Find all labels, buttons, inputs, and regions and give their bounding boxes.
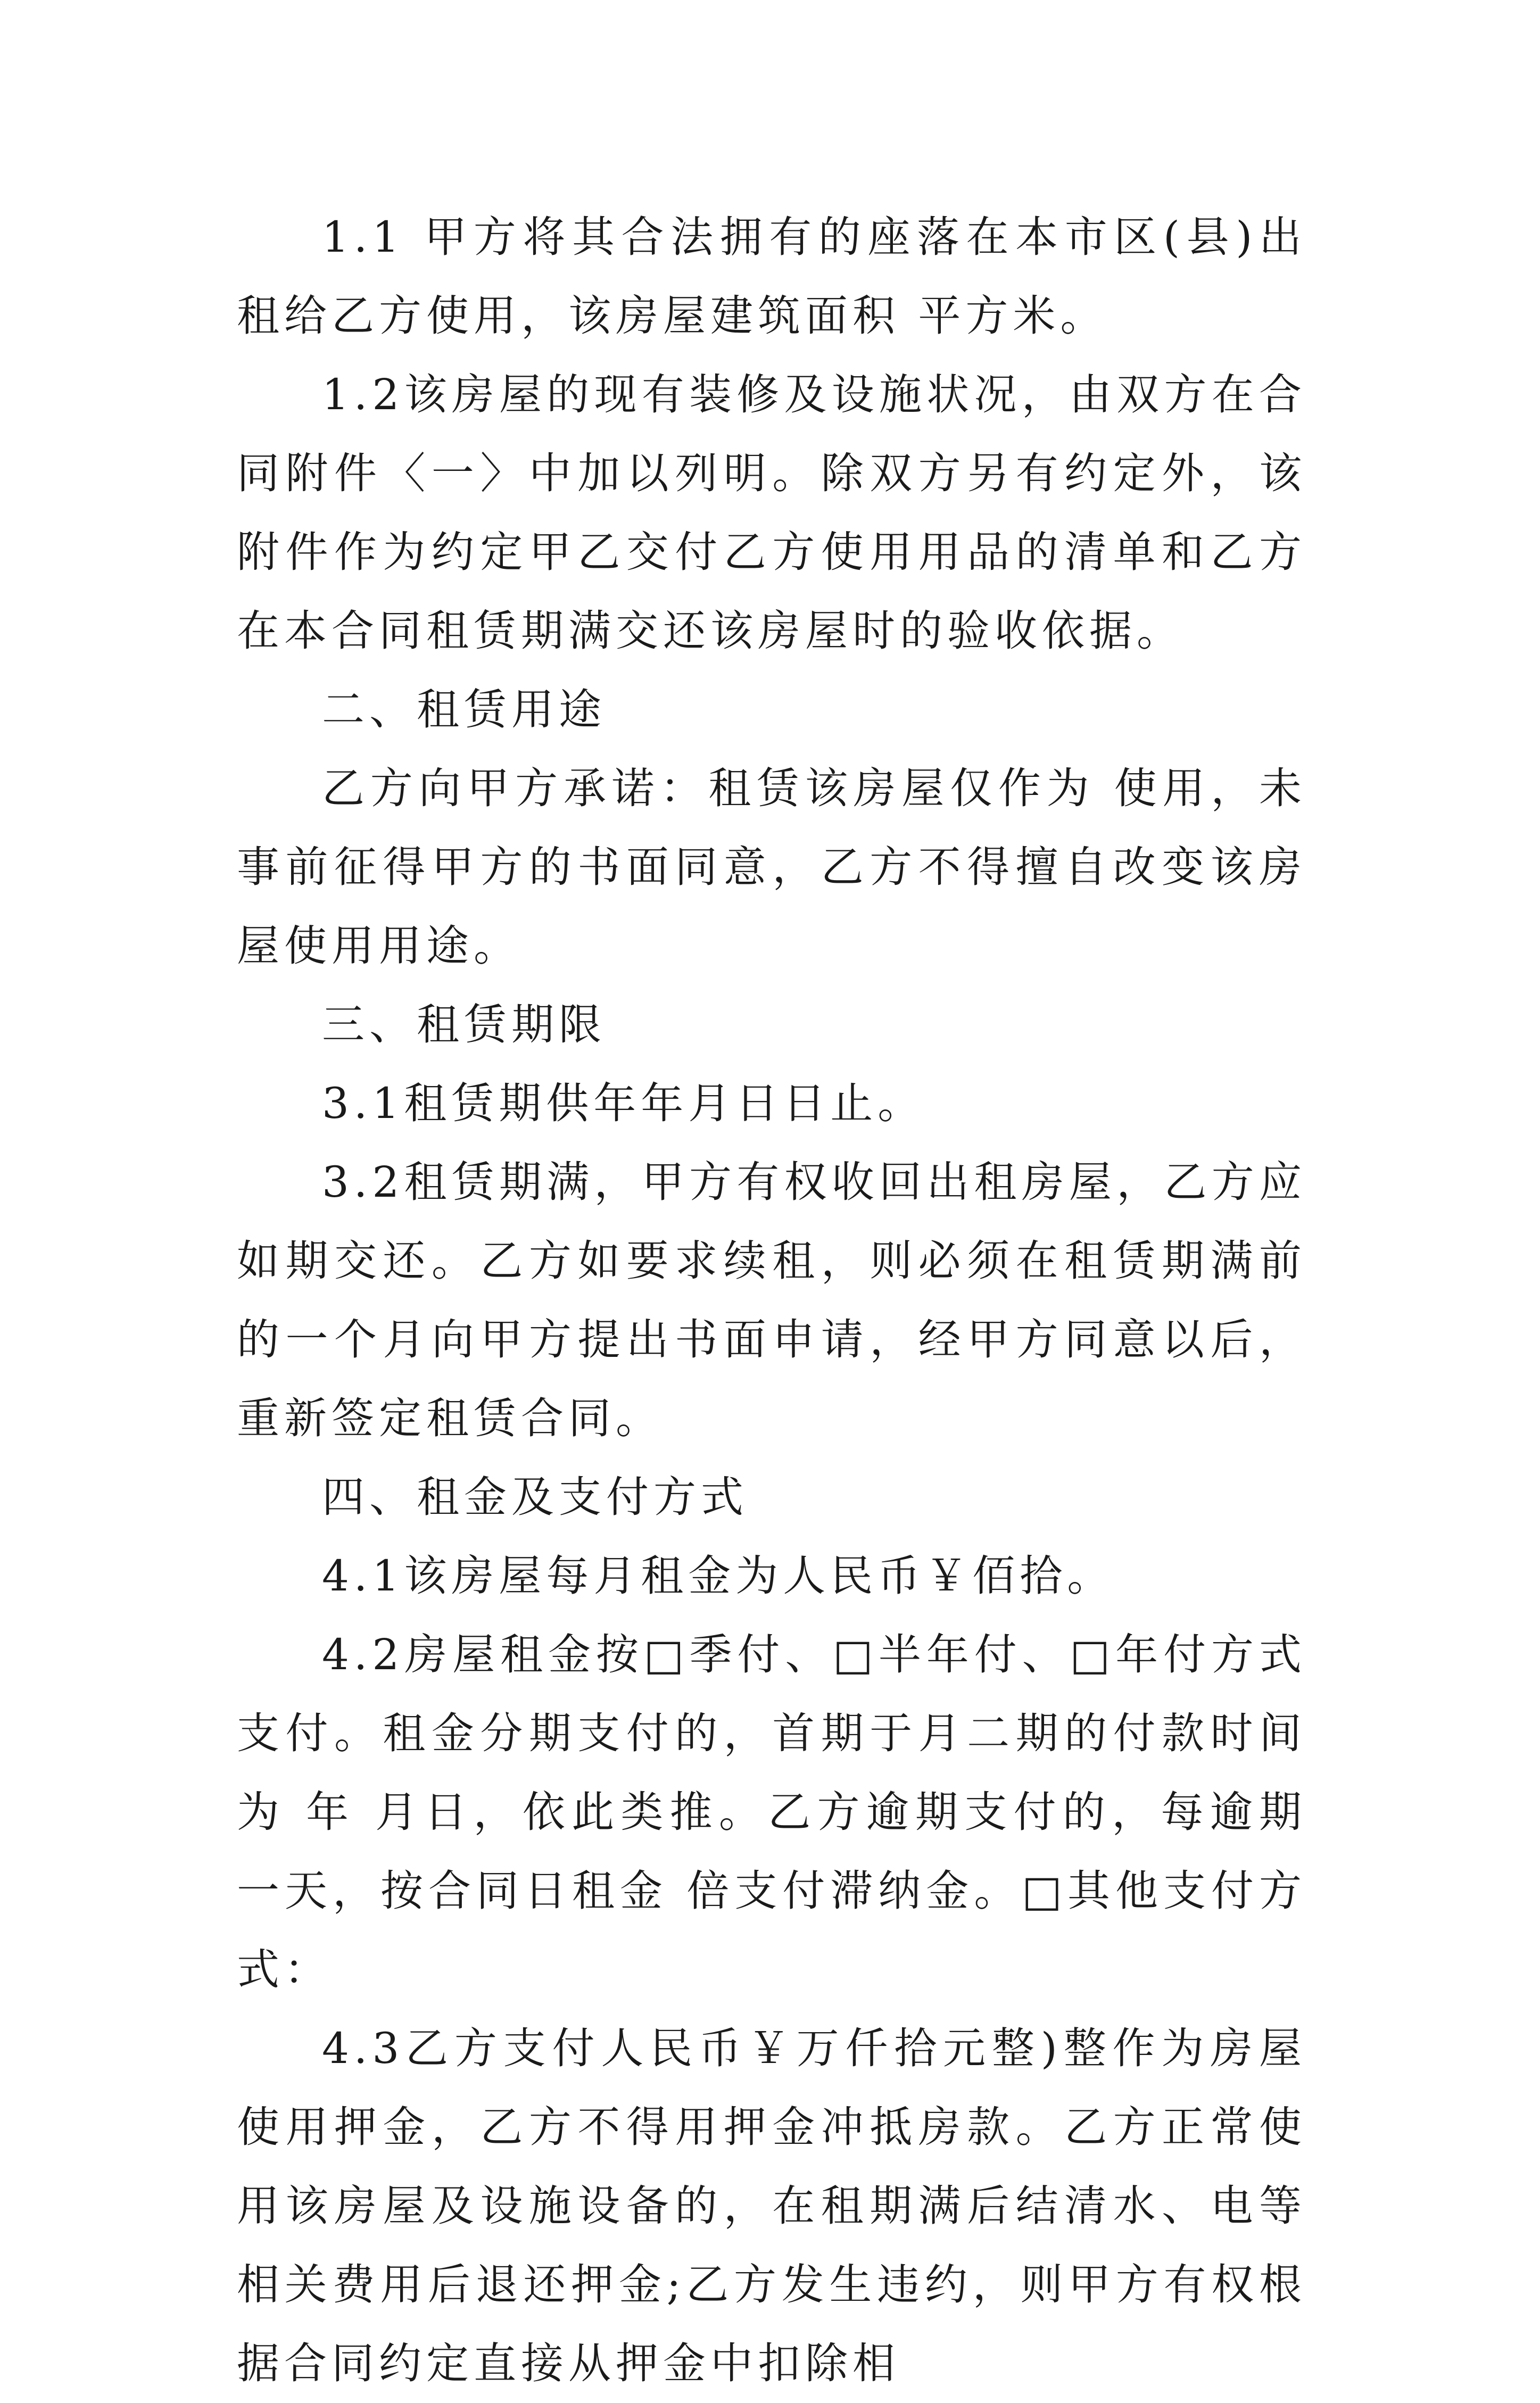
paragraph-4-2: 4.2房屋租金按□季付、□半年付、□年付方式支付。租金分期支付的，首期于月二期的付款时间为 年 月日，依此类推。乙方逾期支付的，每逾期一天，按合同日租金 倍支付滞纳金。□其他支付方式： <box>237 1630 1306 1994</box>
section-heading-4: 四、租金及支付方式 <box>322 1472 748 1522</box>
document-body <box>237 198 1306 2403</box>
paragraph-3-2: 3.2租赁期满，甲方有权收回出租房屋，乙方应如期交还。乙方如要求续租，则必须在租赁期满前的一个月向甲方提出书面申请，经甲方同意以后，重新签定租赁合同。 <box>237 1157 1306 1443</box>
paragraph-1-1: 1.1 甲方将其合法拥有的座落在本市区(县)出租给乙方使用，该房屋建筑面积 平方米。 <box>237 212 1306 341</box>
paragraph-4-3: 4.3乙方支付人民币￥万仟拾元整)整作为房屋使用押金，乙方不得用押金冲抵房款。乙方正常使用该房屋及设施设备的，在租期满后结清水、电等相关费用后退还押金;乙方发生违约，则甲方有权根据合同约定直接从押金中扣除相 <box>237 2024 1306 2388</box>
section-heading-2: 二、租赁用途 <box>322 685 606 734</box>
paragraph-3-1: 3.1租赁期供年年月日日止。 <box>322 1079 925 1128</box>
paragraph-2-body: 乙方向甲方承诺：租赁该房屋仅作为 使用，未事前征得甲方的书面同意，乙方不得擅自改变该房屋使用用途。 <box>237 764 1306 971</box>
paragraph-1-2: 1.2该房屋的现有装修及设施状况，由双方在合同附件〈一〉中加以列明。除双方另有约定外，该附件作为约定甲乙交付乙方使用用品的清单和乙方在本合同租赁期满交还该房屋时的验收依据。 <box>237 370 1306 656</box>
section-heading-3: 三、租赁期限 <box>322 1000 606 1049</box>
paragraph-4-1: 4.1该房屋每月租金为人民币￥佰拾。 <box>322 1551 1115 1601</box>
